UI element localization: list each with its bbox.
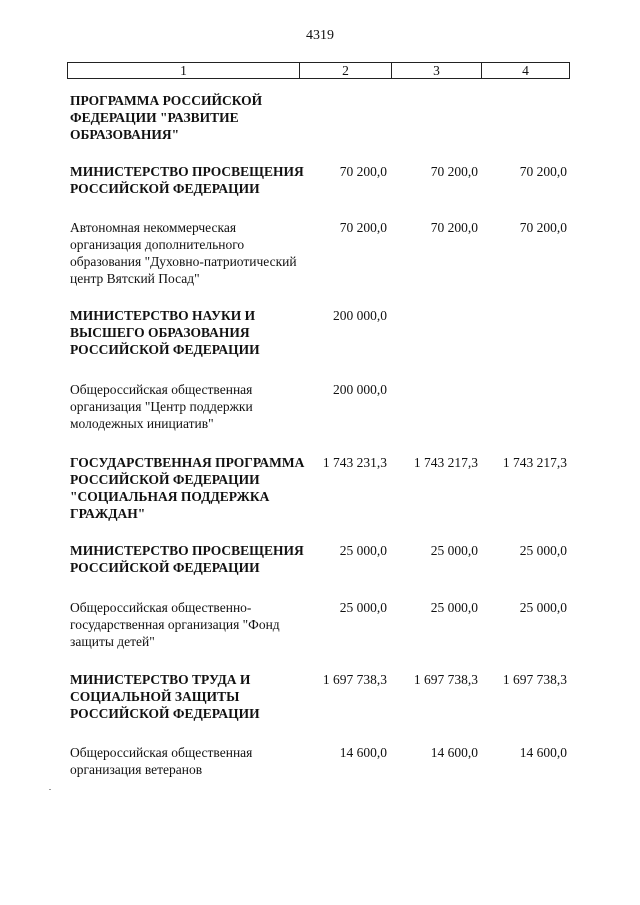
row-value-col2: 70 200,0 [339, 164, 387, 179]
page-number: 4319 [306, 28, 334, 43]
table-row [70, 92, 570, 143]
row-value-col4: 1 697 738,3 [502, 672, 567, 687]
row-value-col3: 1 743 217,3 [413, 455, 478, 470]
table-row [70, 671, 570, 722]
row-name: МИНИСТЕРСТВО ПРОСВЕЩЕНИЯ РОССИЙСКОЙ ФЕДЕРАЦИИ [70, 543, 304, 575]
row-value-col2: 1 697 738,3 [322, 672, 387, 687]
table-row [70, 307, 570, 358]
row-value-col3: 70 200,0 [430, 164, 478, 179]
row-value-col4: 14 600,0 [519, 745, 567, 760]
row-value-col2: 25 000,0 [339, 600, 387, 615]
row-name: ГОСУДАРСТВЕННАЯ ПРОГРАММА РОССИЙСКОЙ ФЕДЕРАЦИИ "СОЦИАЛЬНАЯ ПОДДЕРЖКА ГРАЖДАН" [70, 455, 305, 521]
row-value-col2: 70 200,0 [339, 220, 387, 235]
row-name: Автономная некоммерческая организация дополнительного образования "Духовно-патриотический центр Вятский Посад" [70, 220, 297, 286]
row-value-col2: 14 600,0 [339, 745, 387, 760]
row-name: МИНИСТЕРСТВО ПРОСВЕЩЕНИЯ РОССИЙСКОЙ ФЕДЕРАЦИИ [70, 164, 304, 196]
row-value-col3: 25 000,0 [430, 600, 478, 615]
row-name: Общероссийская общественно-государственная организация "Фонд защиты детей" [70, 600, 280, 649]
row-value-col3: 70 200,0 [430, 220, 478, 235]
column-header-3: 3 [392, 63, 482, 79]
table-row [70, 163, 570, 197]
row-name: ПРОГРАММА РОССИЙСКОЙ ФЕДЕРАЦИИ "РАЗВИТИЕ ОБРАЗОВАНИЯ" [70, 93, 263, 142]
row-value-col3: 1 697 738,3 [413, 672, 478, 687]
table-row [70, 381, 570, 432]
column-header-1: 1 [68, 63, 300, 79]
row-value-col3: 25 000,0 [430, 543, 478, 558]
budget-rows [70, 92, 570, 778]
table-row [70, 542, 570, 576]
row-value-col2: 200 000,0 [333, 382, 387, 397]
row-value-col3: 14 600,0 [430, 745, 478, 760]
table-row [70, 219, 570, 287]
row-name: МИНИСТЕРСТВО ТРУДА И СОЦИАЛЬНОЙ ЗАЩИТЫ РОССИЙСКОЙ ФЕДЕРАЦИИ [70, 672, 260, 721]
row-name: МИНИСТЕРСТВО НАУКИ И ВЫСШЕГО ОБРАЗОВАНИЯ РОССИЙСКОЙ ФЕДЕРАЦИИ [70, 308, 260, 357]
row-value-col2: 25 000,0 [339, 543, 387, 558]
row-value-col4: 25 000,0 [519, 600, 567, 615]
column-header-2: 2 [300, 63, 392, 79]
table-row [70, 744, 570, 778]
column-header-row [68, 63, 570, 79]
row-value-col2: 200 000,0 [333, 308, 387, 323]
row-name: Общероссийская общественная организация ветеранов [70, 745, 253, 777]
row-value-col2: 1 743 231,3 [322, 455, 387, 470]
row-value-col4: 1 743 217,3 [502, 455, 567, 470]
column-header-4: 4 [482, 63, 570, 79]
row-name: Общероссийская общественная организация "Центр поддержки молодежных инициатив" [70, 382, 253, 431]
row-value-col4: 70 200,0 [519, 220, 567, 235]
column-header-table [67, 62, 570, 79]
table-row [70, 454, 570, 522]
row-value-col4: 25 000,0 [519, 543, 567, 558]
table-row [70, 599, 570, 650]
row-value-col4: 70 200,0 [519, 164, 567, 179]
scan-artifact [49, 789, 51, 790]
